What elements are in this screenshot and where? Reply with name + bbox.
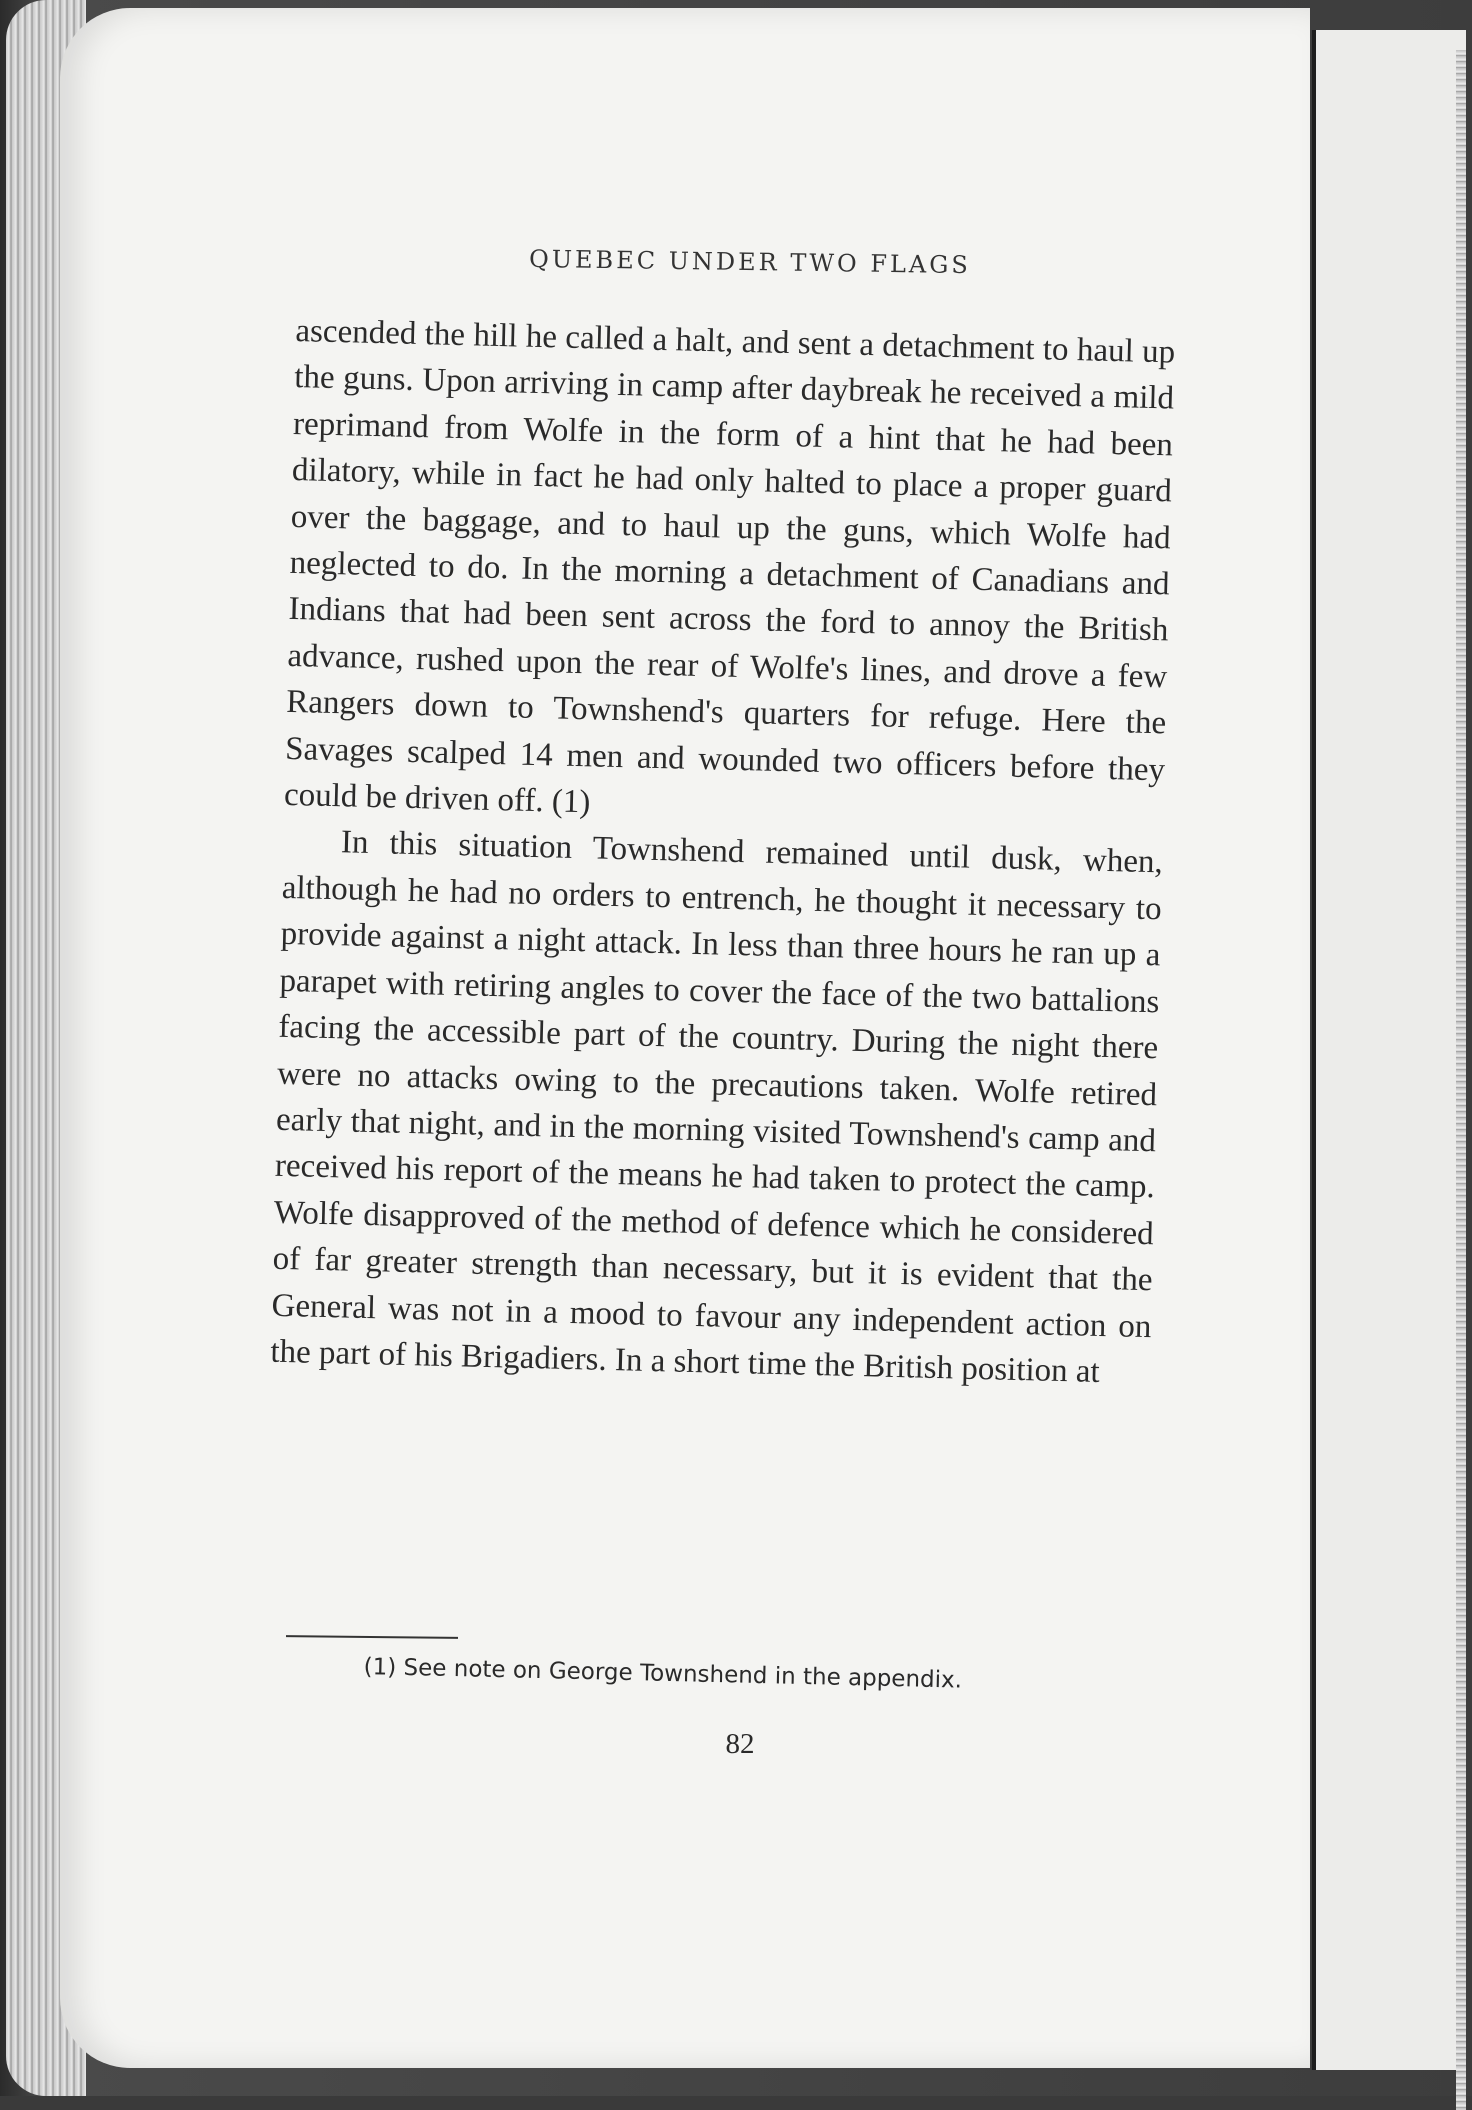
page-number: 82 (725, 1728, 755, 1760)
footnote-divider (286, 1635, 458, 1639)
footnote: (1) See note on George Townshend in the appendix. (363, 1654, 963, 1694)
paragraph-1: ascended the hill he called a halt, and sent a detachment to haul up the guns. Upon arriving in camp after daybreak he received a mild reprimand from Wolfe in the form of a hint that he had been dilatory, while in fact he had only halted to place a proper guard over the baggage, and to haul up the guns, which Wolfe had neglected to do. In the morning a detachment of Canadians and Indians that had been sent across the ford to annoy the British advance, rushed upon the rear of Wolfe's lines, and drove a few Rangers down to Townshend's quarters for refuge. Here the Savages scalped 14 men and wounded two officers before they could be driven off. (1) (283, 312, 1176, 821)
paragraph-2: In this situation Townshend remained until dusk, when, although he had no orders to entrench, he thought it necessary to provide against a night attack. In less than three hours he ran up a parapet with retiring angles to cover the face of the two battalions facing the accessible part of the country. During the night there were no attacks owing to the precautions taken. Wolfe retired early that night, and in the morning visited Townshend's camp and received his report of the means he had taken to protect the camp. Wolfe disapproved of the method of defence which he considered of far greater strength than necessary, but it is evident that the General was not in a mood to favour any independent action on the part of his Brigadiers. In a short time the British position at (270, 824, 1164, 1390)
running-head: QUEBEC UNDER TWO FLAGS (528, 244, 972, 280)
body-text (270, 308, 1176, 1397)
